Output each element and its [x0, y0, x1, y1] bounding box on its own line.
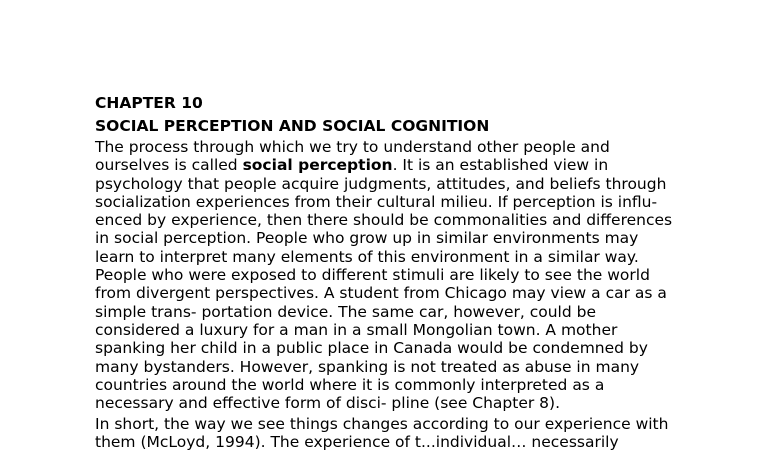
paragraph-line: countries around the world where it is commonly interpreted as a: [95, 375, 605, 394]
paragraph-line: from divergent perspectives. A student from Chicago may view a car as a: [95, 284, 667, 303]
paragraph-line: them (McLoyd, 1994). The experience of t...individual… necessarily: [95, 433, 619, 452]
paragraph-line: spanking her child in a public place in Canada would be condemned by: [95, 339, 648, 358]
paragraph-line: [95, 156, 715, 174]
chapter-label: CHAPTER 10: [95, 94, 203, 112]
body-paragraph: [95, 138, 715, 412]
paragraph-line: simple trans- portation device. The same car, however, could be: [95, 302, 596, 321]
key-term: social perception: [242, 156, 393, 175]
paragraph-line: considered a luxury for a man in a small Mongolian town. A mother: [95, 320, 618, 339]
paragraph-line: The process through which we try to understand other people and: [95, 138, 610, 156]
line-text: ourselves is called: [95, 156, 243, 175]
paragraph-line: learn to interpret many elements of this environment in a similar way.: [95, 247, 639, 266]
paragraph-line: People who were exposed to different stimuli are likely to see the world: [95, 266, 650, 285]
body-paragraph: [95, 415, 715, 452]
paragraph-line: socialization experiences from their cultural milieu. If perception is influ-: [95, 192, 658, 211]
chapter-title: SOCIAL PERCEPTION AND SOCIAL COGNITION: [95, 117, 490, 135]
paragraph-line: in social perception. People who grow up in similar environments may: [95, 229, 639, 248]
paragraph-line: In short, the way we see things changes according to our experience with: [95, 415, 669, 433]
line-text: . It is an established view in: [392, 156, 609, 175]
paragraph-line: necessary and effective form of disci- pline (see Chapter 8).: [95, 394, 561, 413]
paragraph-line: enced by experience, then there should be commonalities and differences: [95, 211, 673, 230]
paragraph-line: many bystanders. However, spanking is not treated as abuse in many: [95, 357, 640, 376]
paragraph-line: psychology that people acquire judgments, attitudes, and beliefs through: [95, 174, 667, 193]
